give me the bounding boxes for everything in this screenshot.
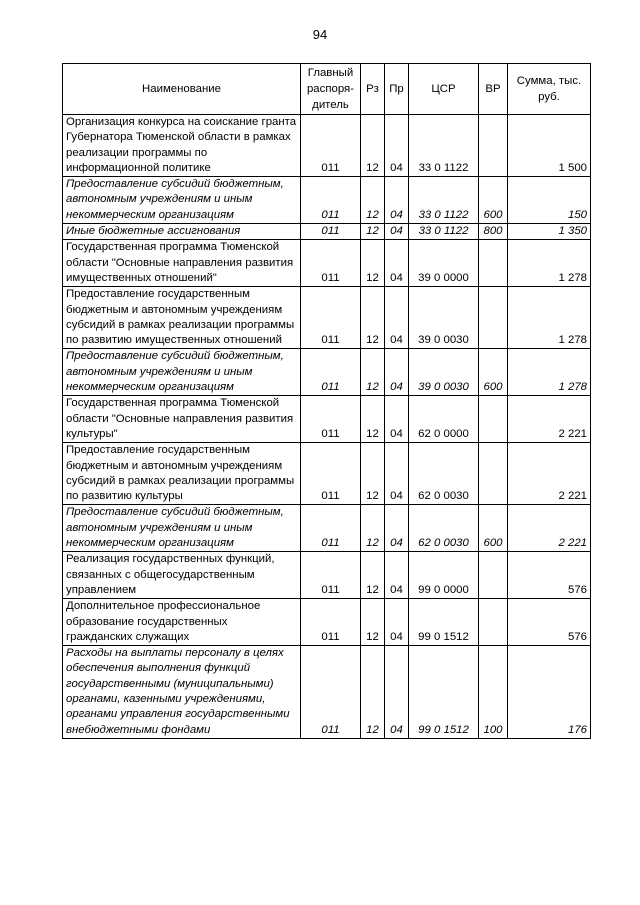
table-cell-vr — [479, 552, 508, 599]
header-name: Наименование — [63, 64, 301, 115]
table-row — [63, 552, 591, 599]
table-cell-csr: 39 0 0030 — [409, 287, 479, 349]
table-cell-main-manager: 011 — [301, 552, 361, 599]
header-pr: Пр — [385, 64, 409, 115]
table-row — [63, 599, 591, 646]
table-cell-name: Предоставление субсидий бюджетным, автономным учреждениям и иным некоммерческим организациям — [63, 505, 301, 552]
table-cell-pr: 04 — [385, 224, 409, 240]
table-cell-main-manager: 011 — [301, 599, 361, 646]
table-cell-sum: 576 — [508, 599, 591, 646]
table-cell-csr: 62 0 0000 — [409, 396, 479, 443]
table-cell-rz: 12 — [361, 396, 385, 443]
table-cell-main-manager: 011 — [301, 115, 361, 177]
table-cell-csr: 99 0 1512 — [409, 599, 479, 646]
table-cell-csr: 33 0 1122 — [409, 177, 479, 224]
table-cell-csr: 62 0 0030 — [409, 443, 479, 505]
table-row — [63, 646, 591, 739]
table-cell-vr: 600 — [479, 349, 508, 396]
table-cell-main-manager: 011 — [301, 177, 361, 224]
table-row — [63, 396, 591, 443]
table-cell-sum: 150 — [508, 177, 591, 224]
table-cell-pr: 04 — [385, 240, 409, 287]
table-cell-vr — [479, 240, 508, 287]
table-cell-main-manager: 011 — [301, 224, 361, 240]
table-row — [63, 349, 591, 396]
table-row — [63, 443, 591, 505]
table-cell-rz: 12 — [361, 224, 385, 240]
table-cell-rz: 12 — [361, 646, 385, 739]
table-cell-rz: 12 — [361, 443, 385, 505]
table-cell-name: Государственная программа Тюменской области "Основные направления развития культуры" — [63, 396, 301, 443]
table-cell-sum: 1 350 — [508, 224, 591, 240]
table-cell-name: Реализация государственных функций, связанных с общегосударственным управлением — [63, 552, 301, 599]
header-csr: ЦСР — [409, 64, 479, 115]
table-cell-rz: 12 — [361, 240, 385, 287]
budget-table — [62, 63, 591, 739]
table-cell-sum: 1 278 — [508, 349, 591, 396]
table-cell-main-manager: 011 — [301, 396, 361, 443]
table-cell-name: Предоставление субсидий бюджетным, автономным учреждениям и иным некоммерческим организациям — [63, 349, 301, 396]
table-cell-vr: 100 — [479, 646, 508, 739]
table-cell-pr: 04 — [385, 505, 409, 552]
table-cell-csr: 39 0 0000 — [409, 240, 479, 287]
table-cell-main-manager: 011 — [301, 349, 361, 396]
table-cell-vr: 800 — [479, 224, 508, 240]
table-cell-name: Предоставление государственным бюджетным и автономным учреждениям субсидий в рамках реализации программы по развитию имущественных отношений — [63, 287, 301, 349]
table-row — [63, 115, 591, 177]
table-cell-vr: 600 — [479, 177, 508, 224]
table-cell-main-manager: 011 — [301, 287, 361, 349]
header-sum: Сумма, тыс. руб. — [508, 64, 591, 115]
table-cell-pr: 04 — [385, 115, 409, 177]
table-cell-csr: 33 0 1122 — [409, 115, 479, 177]
table-cell-sum: 1 278 — [508, 287, 591, 349]
table-cell-rz: 12 — [361, 177, 385, 224]
table-cell-rz: 12 — [361, 287, 385, 349]
table-cell-main-manager: 011 — [301, 646, 361, 739]
table-cell-csr: 62 0 0030 — [409, 505, 479, 552]
table-cell-vr — [479, 599, 508, 646]
page-number: 94 — [312, 27, 328, 42]
table-cell-main-manager: 011 — [301, 240, 361, 287]
table-cell-sum: 1 278 — [508, 240, 591, 287]
table-cell-pr: 04 — [385, 349, 409, 396]
table-row — [63, 224, 591, 240]
table-cell-main-manager: 011 — [301, 505, 361, 552]
table-cell-rz: 12 — [361, 349, 385, 396]
table-cell-name: Организация конкурса на соискание гранта Губернатора Тюменской области в рамках реализации программы по информационной политике — [63, 115, 301, 177]
table-cell-main-manager: 011 — [301, 443, 361, 505]
header-rz: Рз — [361, 64, 385, 115]
table-cell-name: Расходы на выплаты персоналу в целях обеспечения выполнения функций государственными (муниципальными) органами, казенными учреждениями, органами управления государственными внебюджетными фондами — [63, 646, 301, 739]
table-row — [63, 505, 591, 552]
table-cell-sum: 1 500 — [508, 115, 591, 177]
header-main-manager: Главный распоря-дитель — [301, 64, 361, 115]
table-cell-rz: 12 — [361, 505, 385, 552]
table-cell-sum: 2 221 — [508, 443, 591, 505]
table-cell-name: Предоставление государственным бюджетным и автономным учреждениям субсидий в рамках реализации программы по развитию культуры — [63, 443, 301, 505]
table-cell-pr: 04 — [385, 646, 409, 739]
header-vr: ВР — [479, 64, 508, 115]
table-cell-name: Государственная программа Тюменской области "Основные направления развития имущественных отношений" — [63, 240, 301, 287]
table-cell-pr: 04 — [385, 443, 409, 505]
table-cell-name: Дополнительное профессиональное образование государственных гражданских служащих — [63, 599, 301, 646]
table-cell-vr — [479, 443, 508, 505]
table-cell-csr: 99 0 1512 — [409, 646, 479, 739]
header-row — [63, 64, 591, 115]
table-row — [63, 240, 591, 287]
table-row — [63, 177, 591, 224]
table-cell-pr: 04 — [385, 396, 409, 443]
table-cell-rz: 12 — [361, 552, 385, 599]
table-cell-name: Предоставление субсидий бюджетным, автономным учреждениям и иным некоммерческим организациям — [63, 177, 301, 224]
table-cell-vr — [479, 287, 508, 349]
table-cell-pr: 04 — [385, 287, 409, 349]
table-cell-vr — [479, 115, 508, 177]
table-cell-csr: 99 0 0000 — [409, 552, 479, 599]
table-cell-csr: 39 0 0030 — [409, 349, 479, 396]
table-cell-sum: 576 — [508, 552, 591, 599]
table-cell-csr: 33 0 1122 — [409, 224, 479, 240]
table-cell-vr: 600 — [479, 505, 508, 552]
table-row — [63, 287, 591, 349]
table-cell-sum: 2 221 — [508, 396, 591, 443]
table-cell-vr — [479, 396, 508, 443]
table-cell-pr: 04 — [385, 177, 409, 224]
table-cell-pr: 04 — [385, 599, 409, 646]
table-cell-name: Иные бюджетные ассигнования — [63, 224, 301, 240]
table-cell-pr: 04 — [385, 552, 409, 599]
table-cell-sum: 2 221 — [508, 505, 591, 552]
table-cell-sum: 176 — [508, 646, 591, 739]
table-cell-rz: 12 — [361, 115, 385, 177]
table-cell-rz: 12 — [361, 599, 385, 646]
